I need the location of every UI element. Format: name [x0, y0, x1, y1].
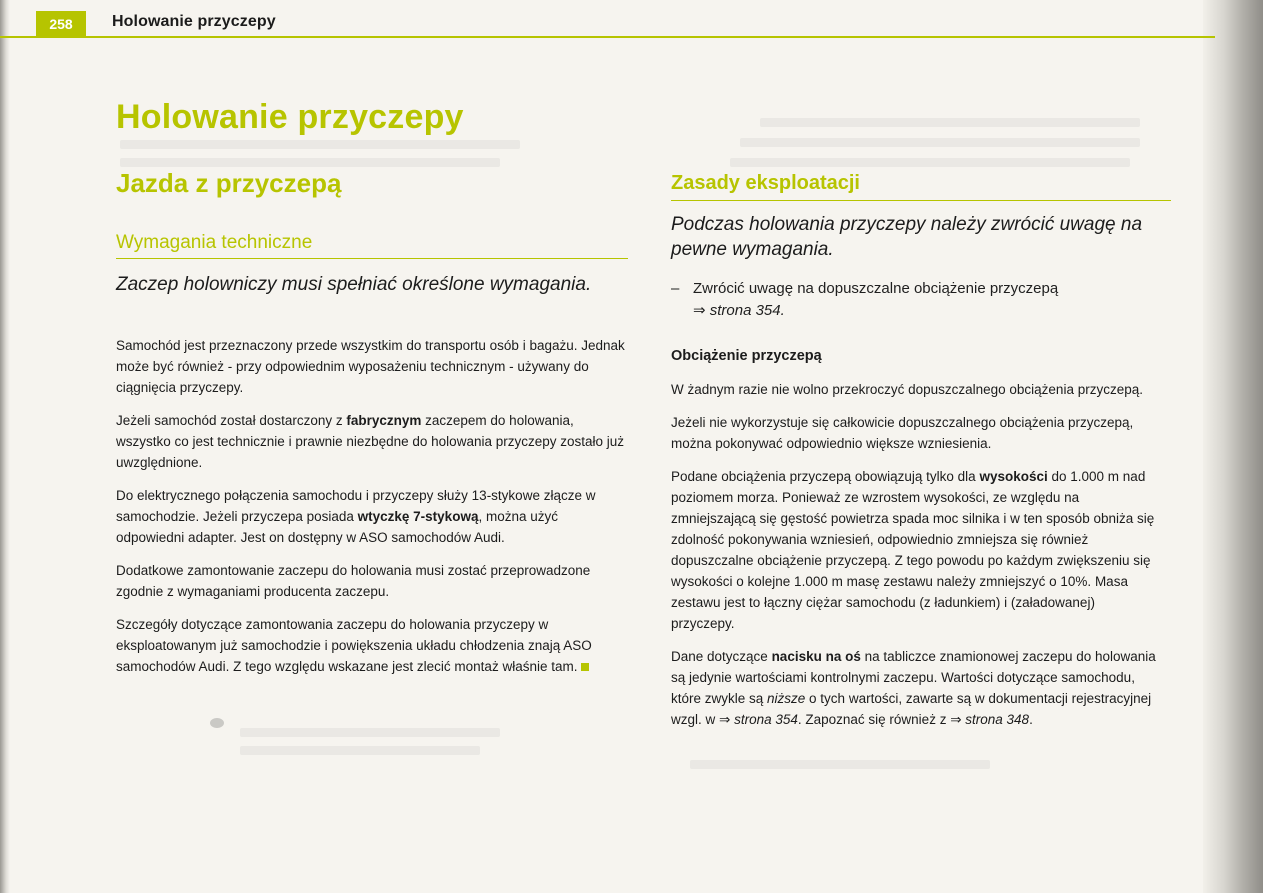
paragraph: Podane obciążenia przyczepą obowiązują tylko dla wysokości do 1.000 m nad poziomem morza. Ponieważ ze wzrostem wysokości, ze względu na zmniejszającą się gęstość powietrza spada moc silnika i w ten sposób obniża się zdolność pokonywania wzniesień, odpowiednio zmniejsza się również dopuszczalne obciążenie przyczepą. Z tego powodu po każdym zwiększeniu się wysokości o kolejne 1.000 m masę zestawu należy zmniejszyć o 10%. Masa zestawu jest to łączny ciężar samochodu (z ładunkiem) i (załadowanej) przyczepy. — [671, 469, 1155, 631]
page-title: Holowanie przyczepy — [116, 98, 464, 136]
section-rule — [116, 258, 628, 259]
emphasis: niższe — [767, 691, 806, 706]
subheading: Obciążenie przyczepą — [671, 348, 822, 364]
bleed-through-line — [240, 728, 500, 737]
page-left-edge-shadow — [0, 0, 10, 893]
smudge-mark — [210, 718, 224, 728]
section-rule — [671, 200, 1171, 201]
book-spine-shadow — [1203, 0, 1263, 893]
header-rule — [0, 36, 1215, 38]
emphasis: nacisku na oś — [771, 649, 861, 664]
paragraph: Do elektrycznego połączenia samochodu i przyczepy służy 13-stykowe złącze w samochodzie. Jeżeli przyczepa posiada wtyczkę 7-stykową, można użyć odpowiedni adapter. Jest on dostępny w ASO samochodów Audi. — [116, 488, 596, 545]
emphasis: wysokości — [979, 469, 1048, 484]
section-title-operation: Zasady eksploatacji — [671, 172, 860, 194]
bleed-through-line — [240, 746, 480, 755]
page-reference-link[interactable]: ⇒ strona 354. — [693, 302, 785, 319]
emphasis: wtyczkę 7-stykową — [357, 509, 479, 524]
bleed-through-line — [730, 158, 1130, 167]
paragraph: Jeżeli samochód został dostarczony z fabrycznym zaczepem do holowania, wszystko co jest technicznie i prawnie niezbędne do holowania przyczepy zostało już uwzględnione. — [116, 413, 625, 470]
section-intro: Podczas holowania przyczepy należy zwrócić uwagę na pewne wymagania. — [671, 214, 1143, 260]
bleed-through-line — [760, 118, 1140, 127]
paragraph: W żadnym razie nie wolno przekroczyć dopuszczalnego obciążenia przyczepą. — [671, 382, 1143, 397]
instruction-item: – Zwrócić uwagę na dopuszczalne obciążenie przyczepą ⇒ strona 354. — [671, 280, 1059, 319]
running-title: Holowanie przyczepy — [112, 13, 276, 30]
bleed-through-line — [120, 140, 520, 149]
bleed-through-line — [120, 158, 500, 167]
paragraph: Dane dotyczące nacisku na oś na tabliczce znamionowej zaczepu do holowania są jedynie wartościami kontrolnymi zaczepu. Wartości dotyczące samochodu, które zwykle są niższe o tych wartości, zawarte są w dokumentacji rejestracyjnej wzgl. w ⇒ strona 354. Zapoznać się również z ⇒ strona 348. — [671, 649, 1156, 727]
paragraph: Szczegóły dotyczące zamontowania zaczepu do holowania przyczepy w eksploatowanym już samochodzie i powiększenia układu chłodzenia znają ASO samochodów Audi. Z tego względu wskazane jest zlecić montaż właśnie tam. — [116, 617, 592, 674]
dash-bullet: – — [671, 280, 680, 297]
chapter-title: Jazda z przyczepą — [116, 168, 342, 198]
bleed-through-line — [690, 760, 990, 769]
section-title-requirements: Wymagania techniczne — [116, 232, 313, 253]
paragraph: Dodatkowe zamontowanie zaczepu do holowania musi zostać przeprowadzone zgodnie z wymaganiami producenta zaczepu. — [116, 563, 591, 599]
paragraph: Jeżeli nie wykorzystuje się całkowicie dopuszczalnego obciążenia przyczepą, można pokonywać odpowiednio większe wzniesienia. — [671, 415, 1134, 451]
bleed-through-line — [740, 138, 1140, 147]
page-reference-link[interactable]: ⇒ strona 348 — [950, 712, 1030, 727]
section-intro: Zaczep holowniczy musi spełniać określone wymagania. — [116, 274, 592, 295]
right-column-body — [671, 346, 1161, 742]
paragraph: Samochód jest przeznaczony przede wszystkim do transportu osób i bagażu. Jednak może być również - przy odpowiednim wyposażeniu technicznym - używany do ciągnięcia przyczepy. — [116, 338, 625, 395]
emphasis: fabrycznym — [346, 413, 422, 428]
left-column-body — [116, 335, 628, 689]
page-reference-link[interactable]: ⇒ strona 354 — [719, 712, 798, 727]
section-end-marker — [581, 663, 589, 671]
page-number: 258 — [36, 11, 86, 36]
